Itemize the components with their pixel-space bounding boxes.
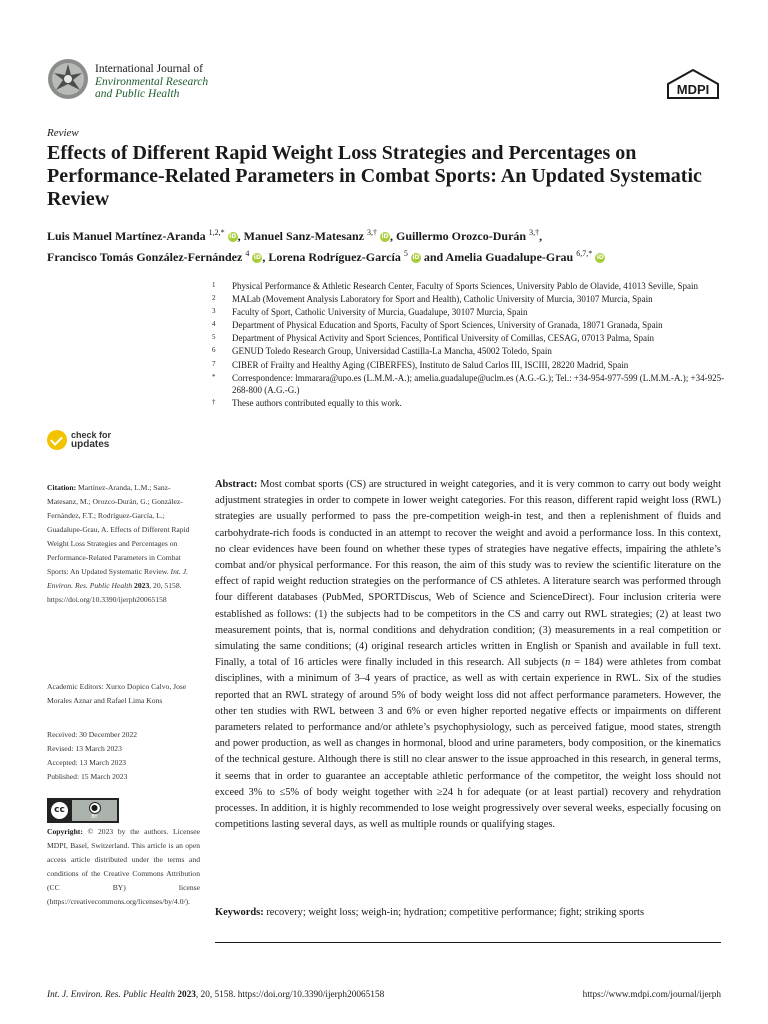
- affiliation-text: Physical Performance & Athletic Research Center, Faculty of Sports Sciences, University Pablo de Olavide, 41013 Seville, Spain: [232, 281, 699, 291]
- affiliations: [211, 280, 731, 410]
- author[interactable]: [47, 229, 244, 243]
- cc-by-label: BY: [91, 813, 98, 820]
- author-name: Guillermo Orozco-Durán: [396, 229, 527, 243]
- mdpi-logo-text: MDPI: [676, 82, 710, 97]
- abstract-n-symbol: n: [565, 657, 571, 669]
- affiliation-marker: *: [212, 372, 216, 381]
- academic-editors: Academic Editors: Xurxo Dopico Calvo, Jose Morales Aznar and Rafael Lima Kons: [47, 682, 187, 705]
- article-title: Effects of Different Rapid Weight Loss Strategies and Percentages on Performance-Related Parameters in Combat Sports: An Updated Systematic Review: [47, 142, 702, 210]
- affiliation-text: Faculty of Sport, Catholic University of Murcia, Guadalupe, 30107 Murcia, Spain: [232, 307, 528, 318]
- orcid-icon[interactable]: iD: [253, 254, 261, 262]
- author-separator: ,: [539, 229, 543, 243]
- copyright-label: Copyright:: [47, 827, 83, 836]
- copyright-text: © 2023 by the authors. Licensee MDPI, Basel, Switzerland. This article is an open access article distributed under the terms and conditions of the Creative Commons Attribution (CC BY) license (https://creativecommons.org/licenses/by/4.0/).: [47, 827, 200, 906]
- author-separator: and: [420, 250, 446, 264]
- check-updates-line2: updates: [71, 439, 110, 450]
- affiliation-marker: 4: [212, 320, 216, 329]
- author-affiliation-marker: 1,2,*: [208, 228, 225, 237]
- footer-doi[interactable]: , 20, 5158. https://doi.org/10.3390/ijerph20065158: [195, 990, 385, 1000]
- check-for-updates-button[interactable]: [47, 430, 111, 450]
- orcid-icon[interactable]: iD: [381, 233, 389, 241]
- author-name: Amelia Guadalupe-Grau: [445, 250, 574, 264]
- abstract-label: Abstract:: [215, 479, 258, 490]
- affiliation-item: [211, 397, 731, 410]
- journal-name-line2: Environmental Research: [95, 75, 209, 88]
- keywords-label: Keywords:: [215, 907, 264, 918]
- citation-doi[interactable]: , 20, 5158. https://doi.org/10.3390/ijerph20065158: [47, 581, 182, 604]
- author-separator: ,: [237, 229, 244, 243]
- author-affiliation-marker: 3,†: [367, 228, 377, 237]
- author-affiliation-marker: 3,†: [529, 228, 540, 237]
- orcid-icon[interactable]: iD: [229, 233, 237, 241]
- check-updates-line1: check for: [71, 430, 112, 440]
- author-separator: ,: [390, 229, 396, 243]
- abstract-text-part1: Most combat sports (CS) are structured in weight categories, and it is very common to carry out body weight adjustment strategies in order to compete in lower weight categories. For this reason, different rapid weight loss (RWL) strategies are usually performed to pass the pre-competition weigh-in test, and then a replenishment of fluids and carbohydrate-rich foods is conducted in an attempt to recover the weight and avoid a performance loss. In this context, no clear evidences have been found on whether these types of strategies have negative effects, impairing the athlete’s combat and/or physical performance. For this reason, the aim of this study was to review the scientific literature on the effect of rapid weight reduction strategies on the performance of CS athletes. A literature search was performed through four different databases (PubMed, SPORTDiscus, Web of Science and ScienceDirect). Four inclusion criteria were established as follows: (1) the subjects had to be competitors in the CS and carry out RWL strategies; (2) at least two measurement points, that is, normal conditions and dehydration condition; (3) measurements in a real competition or simulating the same conditions; (4) original research articles written in English or Spanish and available in full text. Finally, a total of 16 articles were finally included in this research. All subjects (: [215, 479, 722, 669]
- attribution-person-icon: ●: [89, 802, 101, 814]
- affiliation-text: Correspondence: lmmarara@upo.es (L.M.M.-A.); amelia.guadalupe@uclm.es (A.G.-G.); Tel.: +34-954-977-599 (L.M.M.-A.); +34-925-268-800 (A.G.-G.): [232, 372, 725, 396]
- citation-year: 2023: [134, 581, 150, 590]
- affiliation-item: [211, 293, 731, 306]
- affiliation-text: GENUD Toledo Research Group, Universidad Castilla-La Mancha, 45002 Toledo, Spain: [232, 346, 552, 357]
- affiliation-item: [211, 372, 731, 397]
- author[interactable]: [396, 229, 542, 243]
- section-divider: [215, 942, 721, 943]
- affiliation-item: [211, 332, 731, 345]
- cc-icon: cc: [49, 800, 70, 821]
- author[interactable]: [244, 229, 396, 243]
- affiliation-marker: 7: [212, 359, 216, 368]
- affiliation-marker: 6: [212, 346, 216, 355]
- citation-journal: Int. J. Environ. Res. Public Health: [47, 567, 189, 590]
- affiliation-marker: †: [212, 398, 216, 407]
- author-name: Luis Manuel Martínez-Aranda: [47, 229, 206, 243]
- article-type: Review: [47, 127, 79, 139]
- author-name: Lorena Rodríguez-García: [268, 250, 401, 264]
- author-affiliation-marker: 6,7,*: [576, 249, 593, 258]
- journal-name-line1: International Journal of: [95, 63, 203, 75]
- footer-year: 2023: [177, 990, 196, 1000]
- affiliation-item: [211, 359, 731, 372]
- affiliation-marker: 2: [212, 294, 216, 303]
- author-list: [47, 224, 737, 266]
- footer-journal: Int. J. Environ. Res. Public Health: [47, 990, 175, 1000]
- orcid-icon[interactable]: iD: [596, 254, 604, 262]
- affiliation-text: CIBER of Frailty and Healthy Aging (CIBERFES), Instituto de Salud Carlos III, ISCIII, 28220 Madrid, Spain: [232, 359, 629, 370]
- keywords-text: recovery; weight loss; weigh-in; hydration; competitive performance; fight; striking sports: [266, 907, 645, 918]
- author-name: Francisco Tomás González-Fernández: [47, 250, 243, 264]
- affiliation-text: These authors contributed equally to this work.: [232, 398, 402, 409]
- date-published: Published: 15 March 2023: [47, 772, 128, 781]
- author-affiliation-marker: 5: [403, 249, 408, 258]
- journal-logo-icon: [47, 58, 89, 100]
- date-accepted: Accepted: 13 March 2023: [47, 758, 127, 767]
- citation-text: Martínez-Aranda, L.M.; Sanz-Matesanz, M.; Orozco-Durán, G.; González-Fernández, F.T.; Rodríguez-García, L.; Guadalupe-Grau, A. Effects of Different Rapid Weight Loss Strategies and Percentages on Performance-Related Parameters in Combat Sports: An Updated Systematic Review.: [47, 483, 190, 576]
- footer-journal-url[interactable]: https://www.mdpi.com/journal/ijerph: [582, 990, 721, 1000]
- affiliation-item: [211, 319, 731, 332]
- orcid-icon[interactable]: iD: [412, 254, 420, 262]
- abstract-text-part2: = 184) were athletes from combat disciplines, with a minimum of 3–4 years of practice, as well as with certain experience in RWL. Six of the studies reported that an RWL strategy of around 5% of body weight loss did not affect performance parameters. However, the other ten studies with RWL between 3 and 6% or even higher reported negative effects or impairments on different parameters related to performance and/or athlete’s psychophysiology, such as perceived fatigue, mood states, strength and power production, as well as changes in hormonal, blood and urine parameters, body composition, or the kinematics of the technical gesture. Although there is still no clear answer to the issue approached in this research, in general terms, it seems that in order to guarantee an acceptable athletic performance of the competitor, the weight loss should not exceed 3% to ≤5% of body weight together with ≥24 h for adequate (or at least partial) recovery and rehydration processes. In addition, it is highly recommended to lose weight progressively over several weeks, especially focusing on competitions lasting several days, as well as multiple rounds or qualifying stages.: [215, 657, 721, 831]
- author[interactable]: [268, 250, 445, 264]
- keywords: [215, 906, 735, 920]
- affiliation-text: Department of Physical Education and Sports, Faculty of Sport Sciences, University of Granada, 18071 Granada, Spain: [232, 320, 663, 331]
- date-received: Received: 30 December 2022: [47, 730, 138, 739]
- affiliation-marker: 3: [212, 307, 216, 316]
- affiliation-text: MALab (Movement Analysis Laboratory for Sport and Health), Catholic University of Murcia, 30107 Murcia, Spain: [232, 294, 653, 305]
- footer-citation: [47, 990, 384, 1000]
- affiliation-item: [211, 280, 731, 293]
- dates-block: [47, 728, 200, 784]
- journal-name-line3: and Public Health: [95, 88, 180, 100]
- citation-block: [47, 481, 200, 607]
- citation-label: Citation:: [47, 483, 77, 492]
- mdpi-logo: [664, 68, 722, 102]
- affiliation-text: Department of Physical Activity and Sport Sciences, Pontifical University of Comillas, CESAG, 07013 Palma, Spain: [232, 333, 654, 344]
- author-separator: ,: [262, 250, 269, 264]
- affiliation-marker: 5: [212, 333, 216, 342]
- author[interactable]: [47, 250, 268, 264]
- author[interactable]: [446, 250, 606, 264]
- abstract: [215, 477, 721, 833]
- check-updates-icon: [47, 430, 67, 450]
- affiliation-marker: 1: [212, 281, 216, 289]
- cc-by-license-badge[interactable]: [47, 798, 119, 823]
- journal-name: [95, 63, 208, 101]
- date-revised: Revised: 13 March 2023: [47, 744, 122, 753]
- affiliation-item: [211, 345, 731, 358]
- author-affiliation-marker: 4: [245, 249, 250, 258]
- author-name: Manuel Sanz-Matesanz: [243, 229, 364, 243]
- affiliation-item: [211, 306, 731, 319]
- copyright-block: [47, 825, 200, 909]
